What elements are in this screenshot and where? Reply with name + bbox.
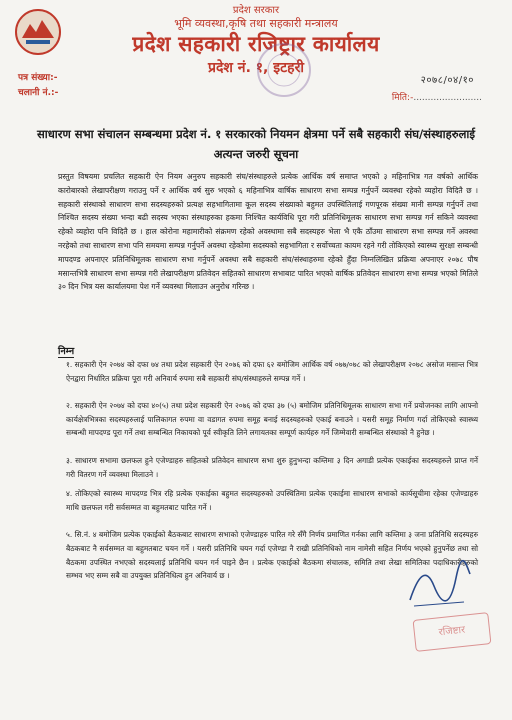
ministry-name: भूमि व्यवस्था,कृषि तथा सहकारी मन्त्रालय xyxy=(174,17,338,30)
registrar-stamp: रजिष्टार xyxy=(413,612,492,652)
letterhead xyxy=(0,0,512,103)
chalani-label: चलानी नं.:- xyxy=(18,88,59,98)
nimna-label: निम्न xyxy=(58,346,75,357)
mitila-label: मिति:- xyxy=(391,93,414,103)
rule-item: ४. तोकिएको स्वास्थ्य मापदण्ड भित्र रहि प्रत्येक एकाईका बहुमत सदस्यहरुको उपस्थितिमा प्रत्येक एकाईमा साधारण सभाको कार्यसूचीमा रहेका एजेण्डाहरु माथि छलफल गरी सर्वसम्मत वा बहुमतबाट पारित गर्ने । xyxy=(66,489,478,512)
rule-item: १. सहकारी ऐन २०७४ को दफा ७४ तथा प्रदेश सहकारी ऐन २०७६ को दफा ६२ बमोजिम आर्थिक वर्ष ०७७/०७८ को लेखापरीक्षण २०७८ असोज मसान्त भित्र ऐनद्वारा निर्धारित प्रक्रिया पूरा गरी अनिवार्य रुपमा सबै सहकारी संघ/संस्थाहरुले सम्पन्न गर्ने । xyxy=(66,360,478,383)
patra-sankhya-label: पत्र संख्या:- xyxy=(18,73,58,83)
round-seal-icon xyxy=(254,40,314,100)
letter-date: २०७८/०४/१० xyxy=(420,75,474,86)
mitila-dots: ........................ xyxy=(413,93,482,103)
mitila-field xyxy=(392,90,482,103)
notice-heading: साधारण सभा संचालन सम्बन्धमा प्रदेश नं. १ सरकारको नियमन क्षेत्रमा पर्ने सबै सहकारी संघ/संस्थाहरुलाई अत्यन्त जरुरी सूचना xyxy=(36,127,476,161)
government-name: प्रदेश सरकार xyxy=(232,5,280,16)
rule-item: २. सहकारी ऐन २०७४ को दफा ४०(५) तथा प्रदेश सहकारी ऐन २०७६ को दफा ३७ (५) बमोजिम प्रतिनिधिमूलक साधारण सभा गर्ने प्रयोजनका लागि आफ्नो कार्यक्षेत्रभित्रका सदस्यहरुलाई पालिकागत रुपमा वा वडागत रुपमा समूह बनाई सदस्यहरुको एकाई बनाउने । यसरी समूह निर्माण गर्दा तोकिएको स्वास्थ्य सम्बन्धी मापदण्ड पूरा गर्ने तथा सम्बन्धित निकायको पूर्व स्वीकृति लिने लगायतका सम्पूर्ण कार्यहरु गर्ने जिम्मेवारी सम्बन्धित संस्थाको नै हुनेछ । xyxy=(66,401,478,438)
rule-item: ५. सि.नं. ४ बमोजिम प्रत्येक एकाईको बैठकबाट साधारण सभाको एजेण्डाहरु पारित गरे सँगै निर्णय प्रमाणित गर्नका लागि कम्तिमा ३ जना प्रतिनिधि सदस्यहरु बैठकबाट नै सर्वसम्मत वा बहुमतबाट चयन गर्ने । यसरी प्रतिनिधि चयन गर्दा एजेण्डा नै राखी प्रतिनिधिको नाम नामेसी सहित निर्णय भएको हुनुपर्नेछ तथा सो बैठकमा उपस्थित नभएको सदस्यलाई प्रतिनिधि चयन गर्न पाइने छैन । प्रत्येक एकाईको बैठकमा संचालक, समिति तथा लेखा समितिका पदाधिकारीहरुको सम्भव भए सम्म सबै वा उपयुक्त प्रतिनिधित्व हुन अनिवार्य छ । xyxy=(66,530,478,581)
signature-icon xyxy=(404,556,474,616)
notice-body: प्रस्तुत विषयमा प्रचलित सहकारी ऐन नियम अनुरुप सहकारी संघ/संस्थाहरुले प्रत्येक आर्थिक वर्ष समाप्त भएको ३ महिनाभित्र गत वर्षको आर्थिक कारोबारको लेखापरीक्षण गराउनु पर्ने र आर्थिक वर्ष सुरु भएको ६ महिनाभित्र वार्षिक साधारण सभा सम्पन्न गर्नुपर्ने व्यवस्था रहेको व्यहोरा विदितै छ । सहकारी संस्थाको साधारण सभा सदस्यहरुको प्रत्यक्ष सहभागितामा कूल सदस्य संख्याको बहुमत उपस्थितिलाई गणपूरक संख्या मानी सम्पन्न गर्नुपर्ने तथा निश्चित सदस्य संख्या भन्दा बढी सदस्य भएका संस्थाहरुका हकमा निश्चित कार्यविधि पूरा गरी प्रतिनिधिमूलक साधारण सभा सम्पन्न गर्न सकिने व्यवस्था रहेको व्यहोरा पनि विदितै छ । हाल कोरोना महामारीको संक्रमण रहेको अवस्थामा सबै सदस्यहरु भेला भै एकै ठाँउमा साधारण सभा सम्पन्न गर्ने अवस्था नरहेको तथा साधारण सभा पनि समयमा सम्पन्न गर्नुपर्ने अवस्था रहेकोमा सदस्यको सहभागिता र सर्वोच्चता कायम रहने गरी तोकिएको स्वास्थ्य सुरक्षा सम्बन्धी मापदण्ड अपनाएर प्रतिनिधिमूलक साधारण सभा गर्नुपर्ने अवस्था सबै सहकारी संघ/संस्थाहरुमा रहेको हुँदा निम्नलिखित प्रक्रिया अपनाएर २०७८ पौष मसान्तभित्रै साधारण सभा सम्पन्न गरी लेखापरीक्षण प्रतिवेदन सहितको साधारण सभाबाट पारित भएको वार्षिक प्रतिवेदन साधारण सभा सम्पन्न भएको मितिले ३० दिन भित्र यस कार्यालयमा पेश गर्ने व्यवस्था मिलाउन अनुरोध गरिन्छ । xyxy=(58,172,478,292)
office-name: प्रदेश सहकारी रजिष्ट्रार कार्यालय xyxy=(132,32,380,56)
rule-item: ३. साधारण सभामा छलफल हुने एजेण्डाहरु सहितको प्रतिवेदन साधारण सभा शुरु हुनुभन्दा कम्तिमा ३ दिन अगाडी प्रत्येक एकाईका सदस्यहरुले प्राप्त गर्ने गरी वितरण गर्ने व्यवस्था मिलाउने । xyxy=(66,455,478,479)
office-location: प्रदेश नं. १, इटहरी xyxy=(208,60,304,76)
rules-list xyxy=(66,358,478,589)
